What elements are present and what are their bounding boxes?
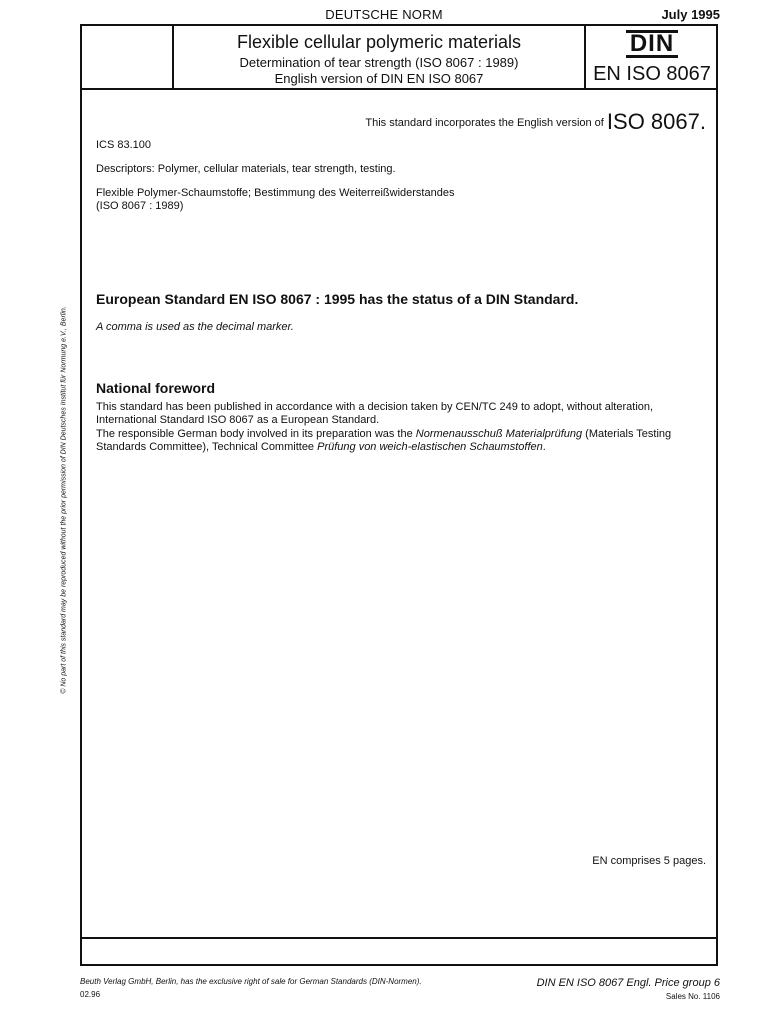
status-heading: European Standard EN ISO 8067 : 1995 has the status of a DIN Standard. [96, 291, 579, 307]
bottom-rule [80, 937, 718, 939]
issue-date: 02.96 [80, 990, 101, 999]
sales-number: Sales No. 1106 [665, 992, 720, 1001]
publisher-end: . [419, 977, 422, 986]
din-logo-text: DIN [626, 30, 678, 58]
committee-name-german: Normenausschuß Materialprüfung [415, 428, 583, 440]
foreword-p1-line2: International Standard ISO 8067 as a European Standard. [96, 414, 380, 426]
descriptors: Descriptors: Polymer, cellular materials, tear strength, testing. [96, 163, 396, 175]
national-foreword-paragraph-1 [96, 401, 708, 427]
din-logo [586, 30, 718, 58]
standard-subtitle: Determination of tear strength (ISO 8067 : 1989) [239, 55, 519, 70]
national-foreword-heading: National foreword [96, 380, 216, 396]
decimal-marker-note: A comma is used as the decimal marker. [96, 321, 294, 333]
standard-title: Flexible cellular polymeric materials [236, 32, 522, 52]
publisher-notice [80, 977, 422, 986]
document-type-label: DEUTSCHE NORM [325, 7, 443, 22]
publication-date: July 1995 [661, 7, 720, 22]
standard-number: EN ISO 8067 [593, 63, 711, 85]
national-foreword-paragraph-2 [96, 428, 708, 454]
german-title-line2: (ISO 8067 : 1989) [96, 200, 184, 212]
foreword-p2-part3: . [542, 441, 546, 453]
document-frame [80, 90, 718, 966]
copyright-notice: © No part of this standard may be reproduced without the prior permission of DIN Deutsches Institut für Normung e.V., Berlin. [60, 306, 68, 694]
german-title [96, 187, 454, 213]
ics-code: ICS 83.100 [96, 139, 152, 151]
publisher-text: Beuth Verlag GmbH, Berlin, has the exclusive right of sale for German Standards [80, 977, 370, 986]
foreword-p2-part2: (Materials Testing Standards Committee), Technical Committee [96, 428, 672, 453]
technical-committee-name: Prüfung von weich-elastischen Schaumstoffen [317, 441, 543, 453]
german-title-line1: Flexible Polymer-Schaumstoffe; Bestimmung des Weiterreißwiderstandes [96, 187, 455, 199]
incorporates-line [365, 109, 706, 135]
standard-version-line: English version of DIN EN ISO 8067 [274, 71, 484, 86]
incorporates-text: This standard incorporates the English version of [365, 117, 604, 129]
document-reference: DIN EN ISO 8067 Engl. Price group 6 [536, 977, 720, 989]
publisher-italic: (DIN-Normen) [369, 977, 420, 986]
foreword-p2-part1: The responsible German body involved in its preparation was the [96, 428, 416, 440]
incorporates-ref: ISO 8067. [606, 109, 706, 134]
page-count-note: EN comprises 5 pages. [592, 855, 706, 867]
foreword-p1-line1: This standard has been published in accordance with a decision taken by CEN/TC 249 to adopt, without alteration, [96, 401, 654, 413]
